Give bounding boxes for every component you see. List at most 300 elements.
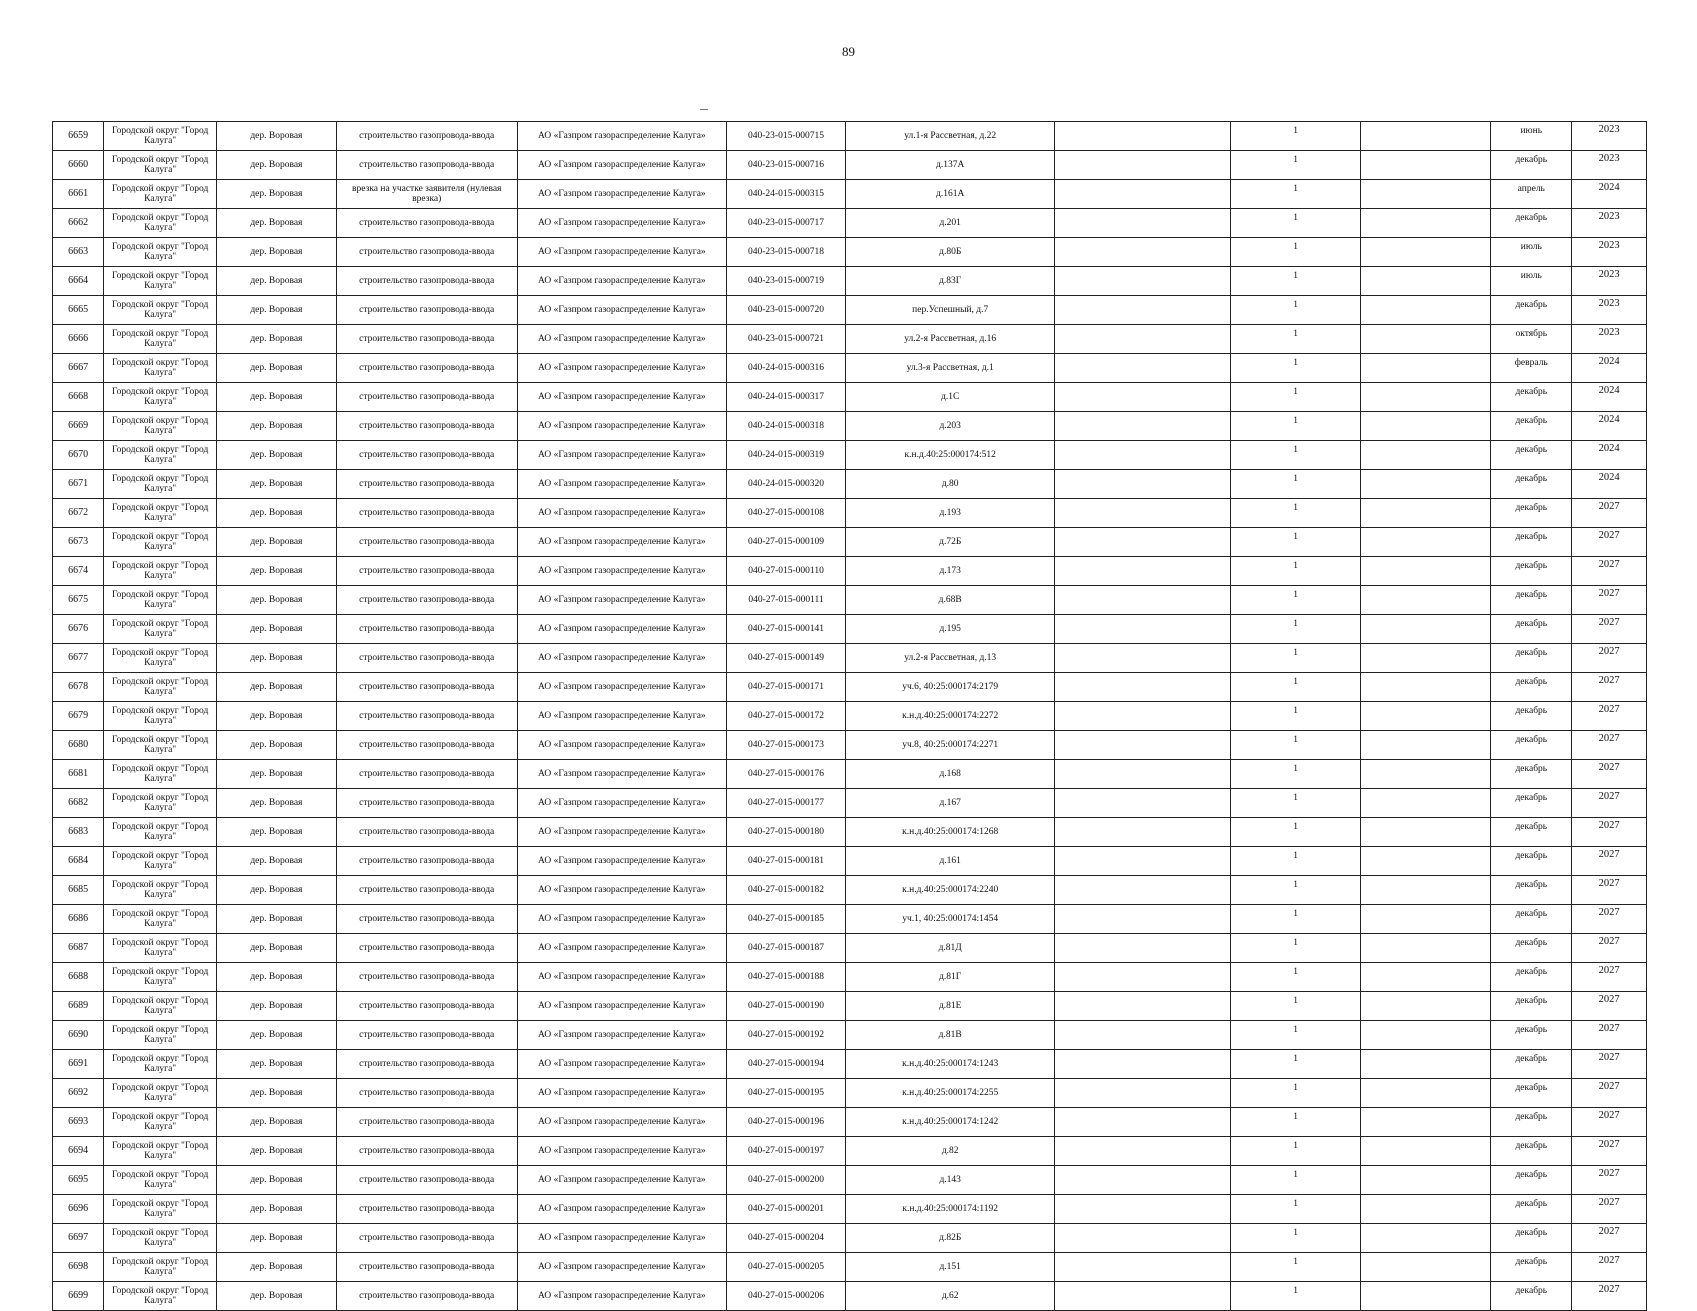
municipality-cell: Городской округ "Город Калуга" xyxy=(104,267,217,296)
empty-cell xyxy=(1361,441,1491,470)
address-cell: д.68В xyxy=(846,586,1055,615)
year-cell: 2027 xyxy=(1572,1021,1647,1050)
settlement-cell: дер. Воровая xyxy=(217,702,336,731)
organization-cell: АО «Газпром газораспределение Калуга» xyxy=(517,789,726,818)
code-cell: 040-27-015-000187 xyxy=(726,934,845,963)
month-cell: декабрь xyxy=(1491,1166,1572,1195)
municipality-cell: Городской округ "Город Калуга" xyxy=(104,441,217,470)
empty-cell xyxy=(1361,673,1491,702)
address-cell: д.81Г xyxy=(846,963,1055,992)
empty-cell xyxy=(1361,528,1491,557)
settlement-cell: дер. Воровая xyxy=(217,1253,336,1282)
work-type-cell: строительство газопровода-ввода xyxy=(336,615,517,644)
municipality-cell: Городской округ "Город Калуга" xyxy=(104,673,217,702)
table-row xyxy=(53,934,1647,963)
row-number-cell: 6697 xyxy=(53,1224,104,1253)
organization-cell: АО «Газпром газораспределение Калуга» xyxy=(517,122,726,151)
month-cell: февраль xyxy=(1491,354,1572,383)
empty-cell xyxy=(1055,1166,1231,1195)
month-cell: декабрь xyxy=(1491,876,1572,905)
code-cell: 040-27-015-000171 xyxy=(726,673,845,702)
empty-cell xyxy=(1055,209,1231,238)
code-cell: 040-27-015-000176 xyxy=(726,760,845,789)
organization-cell: АО «Газпром газораспределение Калуга» xyxy=(517,702,726,731)
empty-cell xyxy=(1055,557,1231,586)
quantity-cell: 1 xyxy=(1231,934,1361,963)
month-cell: декабрь xyxy=(1491,789,1572,818)
code-cell: 040-27-015-000204 xyxy=(726,1224,845,1253)
month-cell: декабрь xyxy=(1491,470,1572,499)
municipality-cell: Городской округ "Город Калуга" xyxy=(104,760,217,789)
empty-cell xyxy=(1361,1282,1491,1311)
empty-cell xyxy=(1055,1108,1231,1137)
empty-cell xyxy=(1055,238,1231,267)
row-number-cell: 6662 xyxy=(53,209,104,238)
quantity-cell: 1 xyxy=(1231,238,1361,267)
settlement-cell: дер. Воровая xyxy=(217,760,336,789)
address-cell: д.1С xyxy=(846,383,1055,412)
table-row xyxy=(53,818,1647,847)
code-cell: 040-24-015-000316 xyxy=(726,354,845,383)
address-cell: д.195 xyxy=(846,615,1055,644)
code-cell: 040-27-015-000109 xyxy=(726,528,845,557)
municipality-cell: Городской округ "Город Калуга" xyxy=(104,847,217,876)
quantity-cell: 1 xyxy=(1231,789,1361,818)
row-number-cell: 6691 xyxy=(53,1050,104,1079)
address-cell: д.82Б xyxy=(846,1224,1055,1253)
address-cell: д.161 xyxy=(846,847,1055,876)
municipality-cell: Городской округ "Город Калуга" xyxy=(104,238,217,267)
table-row xyxy=(53,876,1647,905)
code-cell: 040-27-015-000111 xyxy=(726,586,845,615)
quantity-cell: 1 xyxy=(1231,1195,1361,1224)
empty-cell xyxy=(1055,180,1231,209)
month-cell: декабрь xyxy=(1491,673,1572,702)
row-number-cell: 6687 xyxy=(53,934,104,963)
quantity-cell: 1 xyxy=(1231,412,1361,441)
settlement-cell: дер. Воровая xyxy=(217,122,336,151)
empty-cell xyxy=(1361,238,1491,267)
month-cell: декабрь xyxy=(1491,992,1572,1021)
code-cell: 040-23-015-000719 xyxy=(726,267,845,296)
table-row xyxy=(53,383,1647,412)
code-cell: 040-24-015-000318 xyxy=(726,412,845,441)
month-cell: декабрь xyxy=(1491,296,1572,325)
row-number-cell: 6694 xyxy=(53,1137,104,1166)
settlement-cell: дер. Воровая xyxy=(217,876,336,905)
month-cell: декабрь xyxy=(1491,760,1572,789)
empty-cell xyxy=(1361,412,1491,441)
empty-cell xyxy=(1361,209,1491,238)
work-type-cell: строительство газопровода-ввода xyxy=(336,673,517,702)
year-cell: 2027 xyxy=(1572,1195,1647,1224)
quantity-cell: 1 xyxy=(1231,963,1361,992)
settlement-cell: дер. Воровая xyxy=(217,644,336,673)
row-number-cell: 6678 xyxy=(53,673,104,702)
table-row xyxy=(53,905,1647,934)
empty-cell xyxy=(1055,151,1231,180)
quantity-cell: 1 xyxy=(1231,499,1361,528)
year-cell: 2023 xyxy=(1572,267,1647,296)
organization-cell: АО «Газпром газораспределение Калуга» xyxy=(517,1195,726,1224)
code-cell: 040-27-015-000172 xyxy=(726,702,845,731)
work-type-cell: строительство газопровода-ввода xyxy=(336,1079,517,1108)
empty-cell xyxy=(1055,1079,1231,1108)
month-cell: декабрь xyxy=(1491,644,1572,673)
year-cell: 2023 xyxy=(1572,209,1647,238)
year-cell: 2027 xyxy=(1572,818,1647,847)
settlement-cell: дер. Воровая xyxy=(217,412,336,441)
work-type-cell: строительство газопровода-ввода xyxy=(336,470,517,499)
code-cell: 040-27-015-000205 xyxy=(726,1253,845,1282)
year-cell: 2023 xyxy=(1572,296,1647,325)
row-number-cell: 6668 xyxy=(53,383,104,412)
table-row xyxy=(53,1195,1647,1224)
code-cell: 040-27-015-000149 xyxy=(726,644,845,673)
row-number-cell: 6665 xyxy=(53,296,104,325)
table-row xyxy=(53,470,1647,499)
settlement-cell: дер. Воровая xyxy=(217,383,336,412)
quantity-cell: 1 xyxy=(1231,876,1361,905)
table-row xyxy=(53,1079,1647,1108)
municipality-cell: Городской округ "Город Калуга" xyxy=(104,180,217,209)
address-cell: ул.3-я Рассветная, д.1 xyxy=(846,354,1055,383)
work-type-cell: строительство газопровода-ввода xyxy=(336,1108,517,1137)
month-cell: декабрь xyxy=(1491,963,1572,992)
organization-cell: АО «Газпром газораспределение Калуга» xyxy=(517,644,726,673)
municipality-cell: Городской округ "Город Калуга" xyxy=(104,1050,217,1079)
settlement-cell: дер. Воровая xyxy=(217,1050,336,1079)
address-cell: д.81Е xyxy=(846,992,1055,1021)
empty-cell xyxy=(1055,1050,1231,1079)
year-cell: 2027 xyxy=(1572,731,1647,760)
work-type-cell: строительство газопровода-ввода xyxy=(336,209,517,238)
empty-cell xyxy=(1055,499,1231,528)
organization-cell: АО «Газпром газораспределение Калуга» xyxy=(517,238,726,267)
year-cell: 2027 xyxy=(1572,992,1647,1021)
address-cell: к.н.д.40:25:000174:2240 xyxy=(846,876,1055,905)
address-cell: д.168 xyxy=(846,760,1055,789)
settlement-cell: дер. Воровая xyxy=(217,296,336,325)
empty-cell xyxy=(1055,963,1231,992)
settlement-cell: дер. Воровая xyxy=(217,325,336,354)
empty-cell xyxy=(1055,325,1231,354)
quantity-cell: 1 xyxy=(1231,644,1361,673)
settlement-cell: дер. Воровая xyxy=(217,905,336,934)
work-type-cell: строительство газопровода-ввода xyxy=(336,1195,517,1224)
empty-cell xyxy=(1361,557,1491,586)
organization-cell: АО «Газпром газораспределение Калуга» xyxy=(517,412,726,441)
table-row xyxy=(53,180,1647,209)
quantity-cell: 1 xyxy=(1231,905,1361,934)
empty-cell xyxy=(1361,1253,1491,1282)
work-type-cell: строительство газопровода-ввода xyxy=(336,1166,517,1195)
row-number-cell: 6671 xyxy=(53,470,104,499)
address-cell: д.81Д xyxy=(846,934,1055,963)
table-row xyxy=(53,325,1647,354)
empty-cell xyxy=(1361,354,1491,383)
quantity-cell: 1 xyxy=(1231,557,1361,586)
quantity-cell: 1 xyxy=(1231,383,1361,412)
empty-cell xyxy=(1361,731,1491,760)
empty-cell xyxy=(1361,963,1491,992)
organization-cell: АО «Газпром газораспределение Калуга» xyxy=(517,1079,726,1108)
organization-cell: АО «Газпром газораспределение Калуга» xyxy=(517,267,726,296)
month-cell: декабрь xyxy=(1491,1282,1572,1311)
work-type-cell: строительство газопровода-ввода xyxy=(336,151,517,180)
municipality-cell: Городской округ "Город Калуга" xyxy=(104,818,217,847)
empty-cell xyxy=(1055,847,1231,876)
row-number-cell: 6674 xyxy=(53,557,104,586)
row-number-cell: 6664 xyxy=(53,267,104,296)
table-row xyxy=(53,528,1647,557)
empty-cell xyxy=(1055,412,1231,441)
organization-cell: АО «Газпром газораспределение Калуга» xyxy=(517,1050,726,1079)
empty-cell xyxy=(1055,354,1231,383)
empty-cell xyxy=(1361,383,1491,412)
settlement-cell: дер. Воровая xyxy=(217,1021,336,1050)
row-number-cell: 6661 xyxy=(53,180,104,209)
empty-cell xyxy=(1361,644,1491,673)
quantity-cell: 1 xyxy=(1231,1079,1361,1108)
organization-cell: АО «Газпром газораспределение Калуга» xyxy=(517,760,726,789)
empty-cell xyxy=(1055,702,1231,731)
row-number-cell: 6685 xyxy=(53,876,104,905)
table-row xyxy=(53,354,1647,383)
table-row xyxy=(53,586,1647,615)
empty-cell xyxy=(1055,383,1231,412)
year-cell: 2024 xyxy=(1572,441,1647,470)
address-cell: д.161А xyxy=(846,180,1055,209)
settlement-cell: дер. Воровая xyxy=(217,992,336,1021)
address-cell: д.203 xyxy=(846,412,1055,441)
organization-cell: АО «Газпром газораспределение Калуга» xyxy=(517,557,726,586)
year-cell: 2027 xyxy=(1572,789,1647,818)
year-cell: 2027 xyxy=(1572,1050,1647,1079)
row-number-cell: 6667 xyxy=(53,354,104,383)
year-cell: 2027 xyxy=(1572,1108,1647,1137)
month-cell: декабрь xyxy=(1491,151,1572,180)
table-row xyxy=(53,760,1647,789)
organization-cell: АО «Газпром газораспределение Калуга» xyxy=(517,1137,726,1166)
empty-cell xyxy=(1361,847,1491,876)
code-cell: 040-27-015-000177 xyxy=(726,789,845,818)
work-type-cell: строительство газопровода-ввода xyxy=(336,1253,517,1282)
code-cell: 040-27-015-000201 xyxy=(726,1195,845,1224)
quantity-cell: 1 xyxy=(1231,209,1361,238)
empty-cell xyxy=(1361,1079,1491,1108)
row-number-cell: 6660 xyxy=(53,151,104,180)
quantity-cell: 1 xyxy=(1231,1050,1361,1079)
year-cell: 2027 xyxy=(1572,876,1647,905)
address-cell: к.н.д.40:25:000174:2272 xyxy=(846,702,1055,731)
month-cell: декабрь xyxy=(1491,441,1572,470)
municipality-cell: Городской округ "Город Калуга" xyxy=(104,122,217,151)
empty-cell xyxy=(1055,789,1231,818)
settlement-cell: дер. Воровая xyxy=(217,731,336,760)
code-cell: 040-23-015-000718 xyxy=(726,238,845,267)
organization-cell: АО «Газпром газораспределение Калуга» xyxy=(517,1282,726,1311)
municipality-cell: Городской округ "Город Калуга" xyxy=(104,1195,217,1224)
code-cell: 040-23-015-000720 xyxy=(726,296,845,325)
settlement-cell: дер. Воровая xyxy=(217,557,336,586)
work-type-cell: строительство газопровода-ввода xyxy=(336,122,517,151)
organization-cell: АО «Газпром газораспределение Калуга» xyxy=(517,528,726,557)
organization-cell: АО «Газпром газораспределение Калуга» xyxy=(517,731,726,760)
address-cell: к.н.д.40:25:000174:1243 xyxy=(846,1050,1055,1079)
organization-cell: АО «Газпром газораспределение Калуга» xyxy=(517,963,726,992)
code-cell: 040-23-015-000717 xyxy=(726,209,845,238)
year-cell: 2027 xyxy=(1572,760,1647,789)
scan-mark xyxy=(700,109,708,110)
address-cell: д.72Б xyxy=(846,528,1055,557)
empty-cell xyxy=(1055,615,1231,644)
month-cell: декабрь xyxy=(1491,412,1572,441)
work-type-cell: строительство газопровода-ввода xyxy=(336,731,517,760)
address-cell: к.н.д.40:25:000174:1192 xyxy=(846,1195,1055,1224)
work-type-cell: строительство газопровода-ввода xyxy=(336,1050,517,1079)
table-row xyxy=(53,1050,1647,1079)
table-row xyxy=(53,412,1647,441)
empty-cell xyxy=(1055,905,1231,934)
work-type-cell: строительство газопровода-ввода xyxy=(336,702,517,731)
organization-cell: АО «Газпром газораспределение Калуга» xyxy=(517,615,726,644)
settlement-cell: дер. Воровая xyxy=(217,151,336,180)
row-number-cell: 6669 xyxy=(53,412,104,441)
table-row xyxy=(53,615,1647,644)
empty-cell xyxy=(1361,905,1491,934)
month-cell: декабрь xyxy=(1491,702,1572,731)
organization-cell: АО «Газпром газораспределение Калуга» xyxy=(517,180,726,209)
empty-cell xyxy=(1055,992,1231,1021)
year-cell: 2024 xyxy=(1572,470,1647,499)
empty-cell xyxy=(1361,818,1491,847)
organization-cell: АО «Газпром газораспределение Калуга» xyxy=(517,383,726,412)
row-number-cell: 6672 xyxy=(53,499,104,528)
work-type-cell: строительство газопровода-ввода xyxy=(336,818,517,847)
work-type-cell: строительство газопровода-ввода xyxy=(336,499,517,528)
year-cell: 2027 xyxy=(1572,499,1647,528)
year-cell: 2024 xyxy=(1572,412,1647,441)
row-number-cell: 6692 xyxy=(53,1079,104,1108)
empty-cell xyxy=(1055,644,1231,673)
quantity-cell: 1 xyxy=(1231,441,1361,470)
month-cell: декабрь xyxy=(1491,557,1572,586)
month-cell: декабрь xyxy=(1491,1224,1572,1253)
quantity-cell: 1 xyxy=(1231,731,1361,760)
work-type-cell: строительство газопровода-ввода xyxy=(336,267,517,296)
settlement-cell: дер. Воровая xyxy=(217,847,336,876)
address-cell: ул.2-я Рассветная, д.13 xyxy=(846,644,1055,673)
organization-cell: АО «Газпром газораспределение Калуга» xyxy=(517,325,726,354)
organization-cell: АО «Газпром газораспределение Калуга» xyxy=(517,673,726,702)
code-cell: 040-27-015-000180 xyxy=(726,818,845,847)
month-cell: декабрь xyxy=(1491,1253,1572,1282)
empty-cell xyxy=(1055,876,1231,905)
table-row xyxy=(53,1253,1647,1282)
quantity-cell: 1 xyxy=(1231,325,1361,354)
empty-cell xyxy=(1361,267,1491,296)
municipality-cell: Городской округ "Город Калуга" xyxy=(104,383,217,412)
organization-cell: АО «Газпром газораспределение Калуга» xyxy=(517,209,726,238)
code-cell: 040-27-015-000195 xyxy=(726,1079,845,1108)
quantity-cell: 1 xyxy=(1231,760,1361,789)
empty-cell xyxy=(1055,731,1231,760)
registry-table xyxy=(52,121,1647,1311)
year-cell: 2027 xyxy=(1572,528,1647,557)
month-cell: декабрь xyxy=(1491,934,1572,963)
quantity-cell: 1 xyxy=(1231,1224,1361,1253)
settlement-cell: дер. Воровая xyxy=(217,180,336,209)
address-cell: д.143 xyxy=(846,1166,1055,1195)
code-cell: 040-23-015-000715 xyxy=(726,122,845,151)
quantity-cell: 1 xyxy=(1231,122,1361,151)
work-type-cell: строительство газопровода-ввода xyxy=(336,586,517,615)
quantity-cell: 1 xyxy=(1231,1166,1361,1195)
row-number-cell: 6688 xyxy=(53,963,104,992)
empty-cell xyxy=(1361,470,1491,499)
empty-cell xyxy=(1055,441,1231,470)
work-type-cell: строительство газопровода-ввода xyxy=(336,1282,517,1311)
row-number-cell: 6676 xyxy=(53,615,104,644)
table-row xyxy=(53,209,1647,238)
row-number-cell: 6666 xyxy=(53,325,104,354)
code-cell: 040-27-015-000200 xyxy=(726,1166,845,1195)
year-cell: 2024 xyxy=(1572,354,1647,383)
municipality-cell: Городской округ "Город Калуга" xyxy=(104,789,217,818)
settlement-cell: дер. Воровая xyxy=(217,499,336,528)
settlement-cell: дер. Воровая xyxy=(217,586,336,615)
row-number-cell: 6679 xyxy=(53,702,104,731)
year-cell: 2027 xyxy=(1572,615,1647,644)
work-type-cell: строительство газопровода-ввода xyxy=(336,760,517,789)
quantity-cell: 1 xyxy=(1231,1108,1361,1137)
row-number-cell: 6684 xyxy=(53,847,104,876)
table-row xyxy=(53,789,1647,818)
table-row xyxy=(53,702,1647,731)
code-cell: 040-23-015-000721 xyxy=(726,325,845,354)
month-cell: декабрь xyxy=(1491,847,1572,876)
code-cell: 040-27-015-000182 xyxy=(726,876,845,905)
municipality-cell: Городской округ "Город Калуга" xyxy=(104,1253,217,1282)
organization-cell: АО «Газпром газораспределение Калуга» xyxy=(517,151,726,180)
year-cell: 2024 xyxy=(1572,383,1647,412)
address-cell: д.83Г xyxy=(846,267,1055,296)
work-type-cell: строительство газопровода-ввода xyxy=(336,789,517,818)
settlement-cell: дер. Воровая xyxy=(217,238,336,267)
settlement-cell: дер. Воровая xyxy=(217,354,336,383)
month-cell: декабрь xyxy=(1491,1050,1572,1079)
municipality-cell: Городской округ "Город Калуга" xyxy=(104,354,217,383)
table-row xyxy=(53,673,1647,702)
settlement-cell: дер. Воровая xyxy=(217,1282,336,1311)
settlement-cell: дер. Воровая xyxy=(217,470,336,499)
table-row xyxy=(53,499,1647,528)
registry-rows xyxy=(53,122,1647,1311)
code-cell: 040-27-015-000108 xyxy=(726,499,845,528)
year-cell: 2027 xyxy=(1572,673,1647,702)
work-type-cell: строительство газопровода-ввода xyxy=(336,383,517,412)
year-cell: 2027 xyxy=(1572,1282,1647,1311)
address-cell: д.62 xyxy=(846,1282,1055,1311)
row-number-cell: 6659 xyxy=(53,122,104,151)
municipality-cell: Городской округ "Город Калуга" xyxy=(104,325,217,354)
empty-cell xyxy=(1055,122,1231,151)
address-cell: д.167 xyxy=(846,789,1055,818)
table-row xyxy=(53,731,1647,760)
settlement-cell: дер. Воровая xyxy=(217,673,336,702)
year-cell: 2023 xyxy=(1572,238,1647,267)
